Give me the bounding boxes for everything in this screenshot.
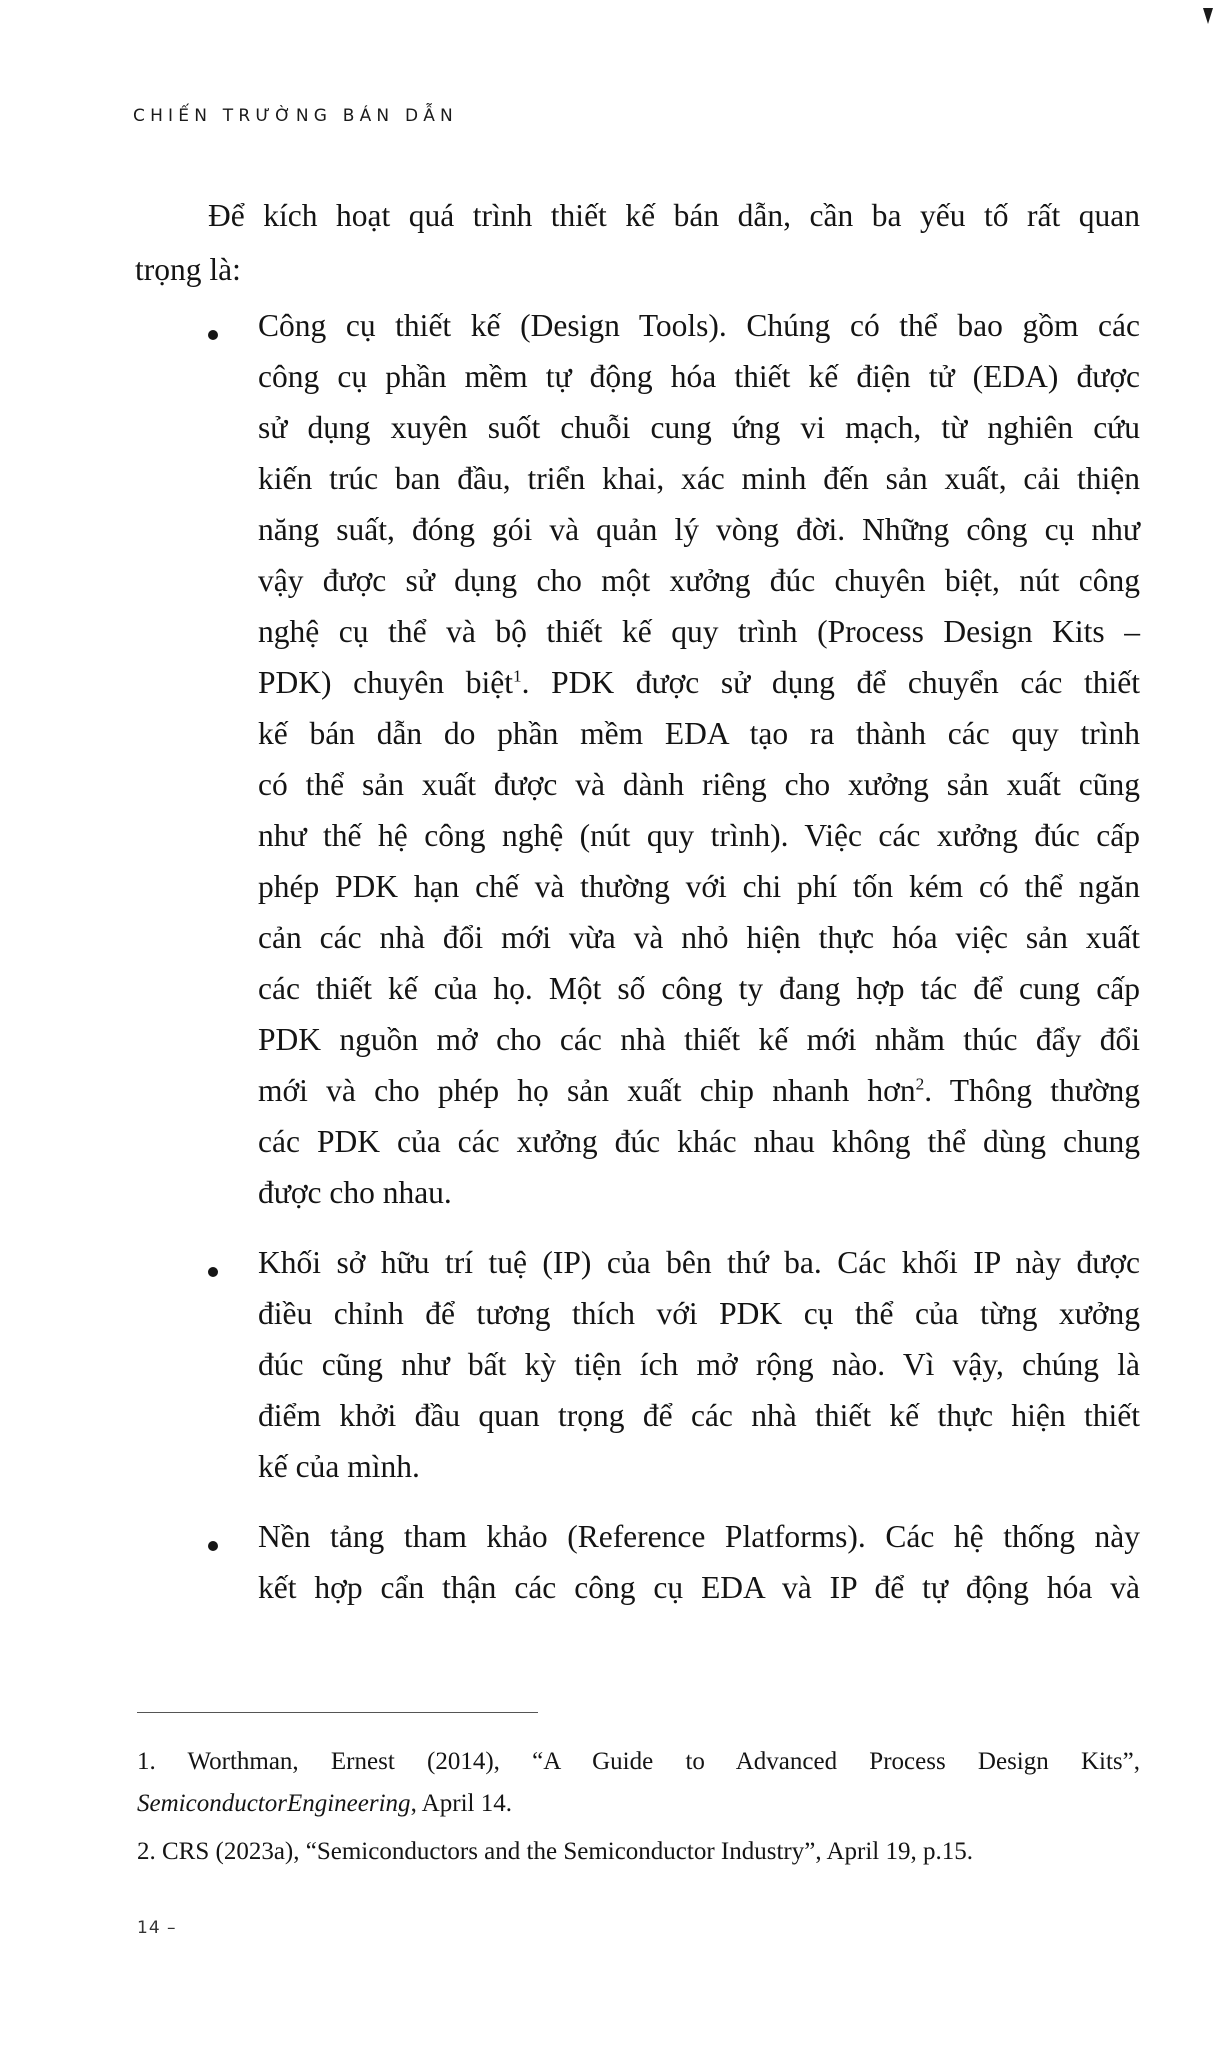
text-line: Để kích hoạt quá trình thiết kế bán dẫn, cần ba yếu tố rất quan <box>208 198 1140 233</box>
journal-title: SemiconductorEngineering <box>137 1790 411 1817</box>
text-line: đúc cũng như bất kỳ tiện ích mở rộng nào. Vì vậy, chúng là <box>258 1347 1140 1382</box>
text-line: PDK nguồn mở cho các nhà thiết kế mới nhằm thúc đẩy đổi <box>258 1022 1140 1057</box>
text-line: điều chỉnh để tương thích với PDK cụ thể của từng xưởng <box>258 1296 1140 1331</box>
footnote-divider <box>137 1712 538 1713</box>
footnote-text: 1. Worthman, Ernest (2014), “A Guide to Advanced Process Design Kits”, <box>137 1748 1140 1775</box>
text-line: nghệ cụ thể và bộ thiết kế quy trình (Process Design Kits – <box>258 614 1140 649</box>
text-line: công cụ phần mềm tự động hóa thiết kế điện tử (EDA) được <box>258 359 1140 394</box>
text-line: Nền tảng tham khảo (Reference Platforms). Các hệ thống này <box>258 1519 1140 1554</box>
text-line: kế bán dẫn do phần mềm EDA tạo ra thành các quy trình <box>258 716 1140 751</box>
text-line: cản các nhà đổi mới vừa và nhỏ hiện thực hóa việc sản xuất <box>258 920 1140 955</box>
text-line: Khối sở hữu trí tuệ (IP) của bên thứ ba. Các khối IP này được <box>258 1245 1140 1280</box>
bullet-icon <box>208 1541 218 1551</box>
text-line: vậy được sử dụng cho một xưởng đúc chuyên biệt, nút công <box>258 563 1140 598</box>
line-text: mới và cho phép họ sản xuất chip nhanh hơn <box>258 1073 916 1108</box>
text-line: điểm khởi đầu quan trọng để các nhà thiết kế thực hiện thiết <box>258 1398 1140 1433</box>
page-number: 14 – <box>137 1918 177 1938</box>
text-line: kế của mình. <box>258 1449 420 1484</box>
text-line: phép PDK hạn chế và thường với chi phí tốn kém có thể ngăn <box>258 869 1140 904</box>
text-line: có thể sản xuất được và dành riêng cho xưởng sản xuất cũng <box>258 767 1140 802</box>
footnote-ref-1[interactable]: 1 <box>512 666 522 686</box>
text-line: năng suất, đóng gói và quản lý vòng đời. Những công cụ như <box>258 512 1140 547</box>
footnote-ref-2[interactable]: 2 <box>915 1074 925 1094</box>
running-head: CHIẾN TRƯỜNG BÁN DẪN <box>133 106 458 126</box>
footnote-text: 2. CRS (2023a), “Semiconductors and the Semiconductor Industry”, April 19, p.15. <box>137 1838 973 1865</box>
text-line <box>258 657 1140 708</box>
text-line: kiến trúc ban đầu, triển khai, xác minh đến sản xuất, cải thiện <box>258 461 1140 496</box>
line-text: . PDK được sử dụng để chuyển các thiết <box>521 665 1140 700</box>
text-line: được cho nhau. <box>258 1175 452 1210</box>
footnote-text <box>137 1784 1140 1824</box>
line-text: . Thông thường <box>924 1073 1141 1108</box>
footnote-text-rest: , April 14. <box>410 1790 512 1817</box>
bullet-icon <box>208 1267 218 1277</box>
text-line: sử dụng xuyên suốt chuỗi cung ứng vi mạch, từ nghiên cứu <box>258 410 1140 445</box>
line-text: PDK) chuyên biệt <box>258 665 513 700</box>
text-line: trọng là: <box>135 252 241 287</box>
text-line <box>258 1065 1140 1116</box>
bullet-icon <box>208 330 218 340</box>
text-line: các thiết kế của họ. Một số công ty đang hợp tác để cung cấp <box>258 971 1140 1006</box>
text-line: như thế hệ công nghệ (nút quy trình). Việc các xưởng đúc cấp <box>258 818 1140 853</box>
text-line: các PDK của các xưởng đúc khác nhau không thể dùng chung <box>258 1124 1140 1159</box>
text-line: kết hợp cẩn thận các công cụ EDA và IP để tự động hóa và <box>258 1570 1140 1605</box>
page-corner-mark <box>1203 8 1213 24</box>
text-line: Công cụ thiết kế (Design Tools). Chúng có thể bao gồm các <box>258 308 1140 343</box>
